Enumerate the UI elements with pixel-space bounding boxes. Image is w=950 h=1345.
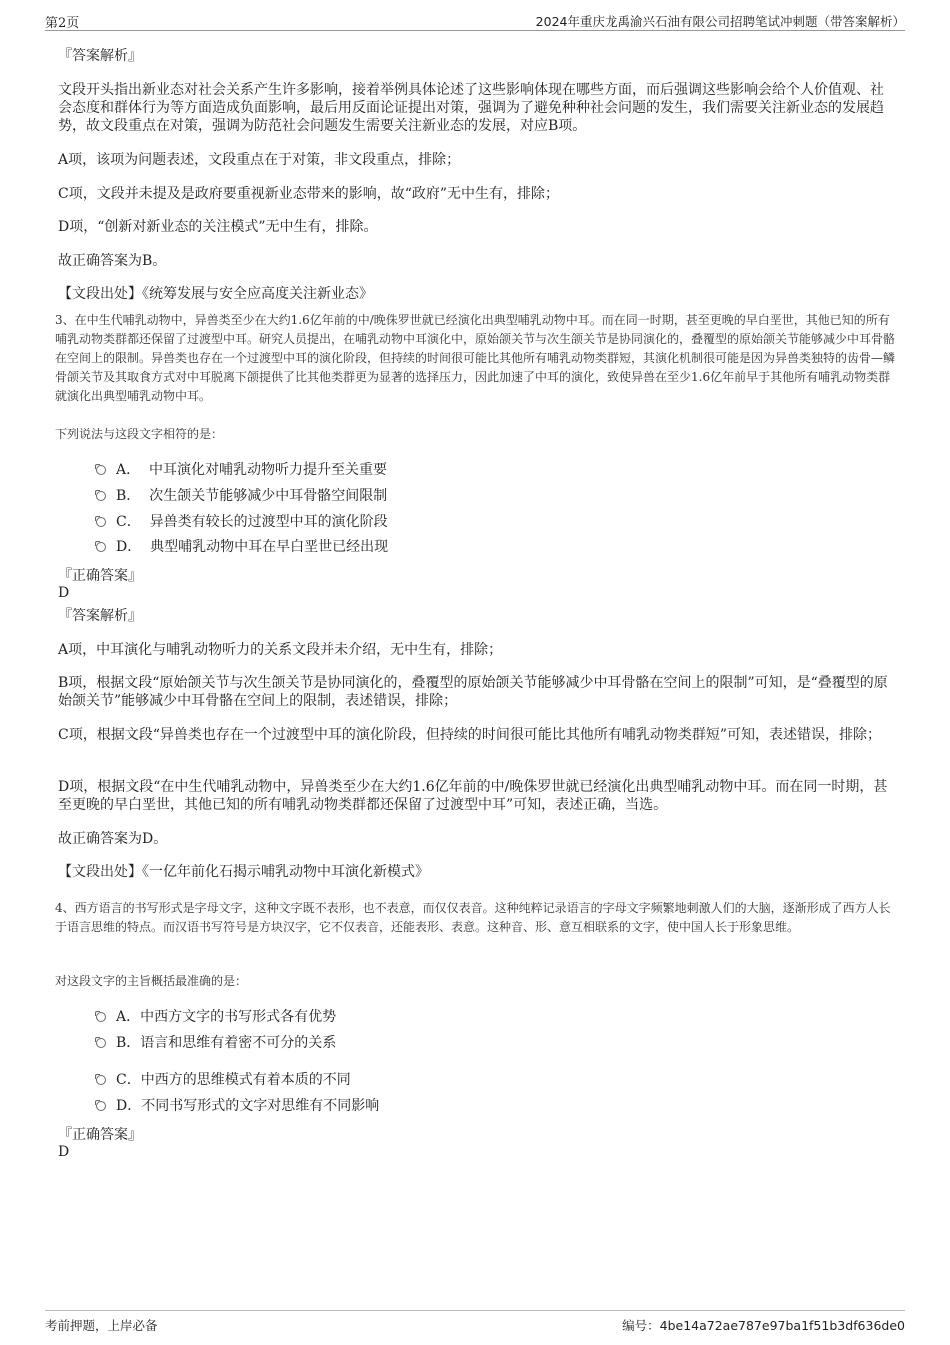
option-b[interactable]: B．语言和思维有着密不可分的关系 [96,1034,336,1052]
analysis-note-c: C项，根据文段“异兽类也存在一个过渡型中耳的演化阶段，但持续的时间很可能比其他所有哺乳动物类群短”可知，表述错误，排除； [58,727,882,743]
option-d[interactable]: D．不同书写形式的文字对思维有不同影响 [96,1097,379,1115]
footer-slogan: 考前押题，上岸必备 [45,1318,158,1333]
analysis-note-b: B项，根据文段“原始颌关节与次生颌关节是协同演化的，叠覆型的原始颌关节能够减少中耳骨骼在空间上的限制”可知，是“叠覆型的原始颌关节”能够减少中耳骨骼在空间上的限制，表述错误，排除； [58,675,888,709]
correct-answer-statement: 故正确答案为B。 [58,253,167,269]
option-d[interactable]: D． 典型哺乳动物中耳在早白垩世已经出现 [96,538,388,556]
radio-icon[interactable] [96,1012,106,1022]
analysis-label: 『答案解析』 [58,48,142,64]
correct-answer-label: 『正确答案』 [58,568,142,584]
radio-icon[interactable] [96,465,106,475]
option-a[interactable]: A．中西方文字的书写形式各有优势 [96,1008,336,1026]
question-3-prompt: 下列说法与这段文字相符的是： [55,427,224,441]
option-b[interactable]: B． 次生颌关节能够减少中耳骨骼空间限制 [96,487,387,505]
correct-answer-statement: 故正确答案为D。 [58,831,168,847]
document-title: 2024年重庆龙禹渝兴石油有限公司招聘笔试冲刺题（带答案解析） [535,14,905,29]
option-a[interactable]: A． 中耳演化对哺乳动物听力提升至关重要 [96,461,387,479]
analysis-note-d: D项，“创新对新业态的关注模式”无中生有，排除。 [58,219,378,235]
radio-icon[interactable] [96,542,106,552]
analysis-paragraph: 文段开头指出新业态对社会关系产生许多影响，接着举例具体论述了这些影响体现在哪些方面，而后强调这些影响会给个人价值观、社会态度和群体行为等方面造成负面影响，最后用反面论证提出对策，强调为了避免种种社会问题的发生，我们需要关注新业态的发展趋势，故文段重点在对策，强调为防范社会问题发生需要关注新业态的发展，对应B项。 [58,82,884,134]
question-4-prompt: 对这段文字的主旨概括最准确的是： [55,974,248,988]
radio-icon[interactable] [96,1075,106,1085]
page-number: 第2页 [45,16,80,31]
analysis-label: 『答案解析』 [58,608,142,624]
question-3-stem: 3、在中生代哺乳动物中，异兽类至少在大约1.6亿年前的中/晚侏罗世就已经演化出典型哺乳动物中耳。而在同一时期，甚至更晚的早白垩世，其他已知的所有哺乳动物类群都还保留了过渡型中耳。研究人员提出，在哺乳动物中耳演化中，原始颌关节与次生颌关节是协同演化的，叠覆型的原始颌关节能够减少中耳骨骼在空间上的限制。异兽类也存在一个过渡型中耳的演化阶段，但持续的时间很可能比其他所有哺乳动物类群短，其演化机制很可能是因为异兽类独特的齿骨—鳞骨颌关节及其取食方式对中耳脱离下颌提供了比其他类群更为显著的选择压力，因此加速了中耳的演化，致使异兽在至少1.6亿年前早于其他所有哺乳动物类群就演化出典型哺乳动物中耳。 [55,313,896,403]
page-header [45,12,905,31]
radio-icon[interactable] [96,1101,106,1111]
source-citation: 【文段出处】《统筹发展与安全应高度关注新业态》 [58,286,373,302]
document-serial: 编号：4be14a72ae787e97ba1f51b3df636de0 [622,1318,905,1333]
radio-icon[interactable] [96,1038,106,1048]
correct-answer-value: D [58,585,70,601]
correct-answer-value: D [58,1144,70,1160]
analysis-note-a: A项，中耳演化与哺乳动物听力的关系文段并未介绍，无中生有，排除； [58,642,503,658]
option-c[interactable]: C．中西方的思维模式有着本质的不同 [96,1071,351,1089]
radio-icon[interactable] [96,491,106,501]
question-4-stem: 4、西方语言的书写形式是字母文字，这种文字既不表形，也不表意，而仅仅表音。这种纯粹记录语言的字母文字频繁地刺激人们的大脑，逐渐形成了西方人长于语言思维的特点。而汉语书写符号是方块汉字，它不仅表音，还能表形、表意。这种音、形、意互相联系的文字，使中国人长于形象思维。 [55,901,891,934]
source-citation: 【文段出处】《一亿年前化石揭示哺乳动物中耳演化新模式》 [58,864,429,880]
analysis-note-a: A项，该项为问题表述，文段重点在于对策，非文段重点，排除； [58,152,461,168]
radio-icon[interactable] [96,517,106,527]
analysis-note-c: C项，文段并未提及是政府要重视新业态带来的影响，故“政府”无中生有，排除； [58,186,560,202]
correct-answer-label: 『正确答案』 [58,1127,142,1143]
option-c[interactable]: C． 异兽类有较长的过渡型中耳的演化阶段 [96,513,388,531]
page-footer [45,1310,905,1333]
analysis-note-d: D项，根据文段“在中生代哺乳动物中，异兽类至少在大约1.6亿年前的中/晚侏罗世就已经演化出典型哺乳动物中耳。而在同一时期，甚至更晚的早白垩世，其他已知的所有哺乳动物类群都还保留了过渡型中耳”可知，表述正确，当选。 [58,779,888,813]
